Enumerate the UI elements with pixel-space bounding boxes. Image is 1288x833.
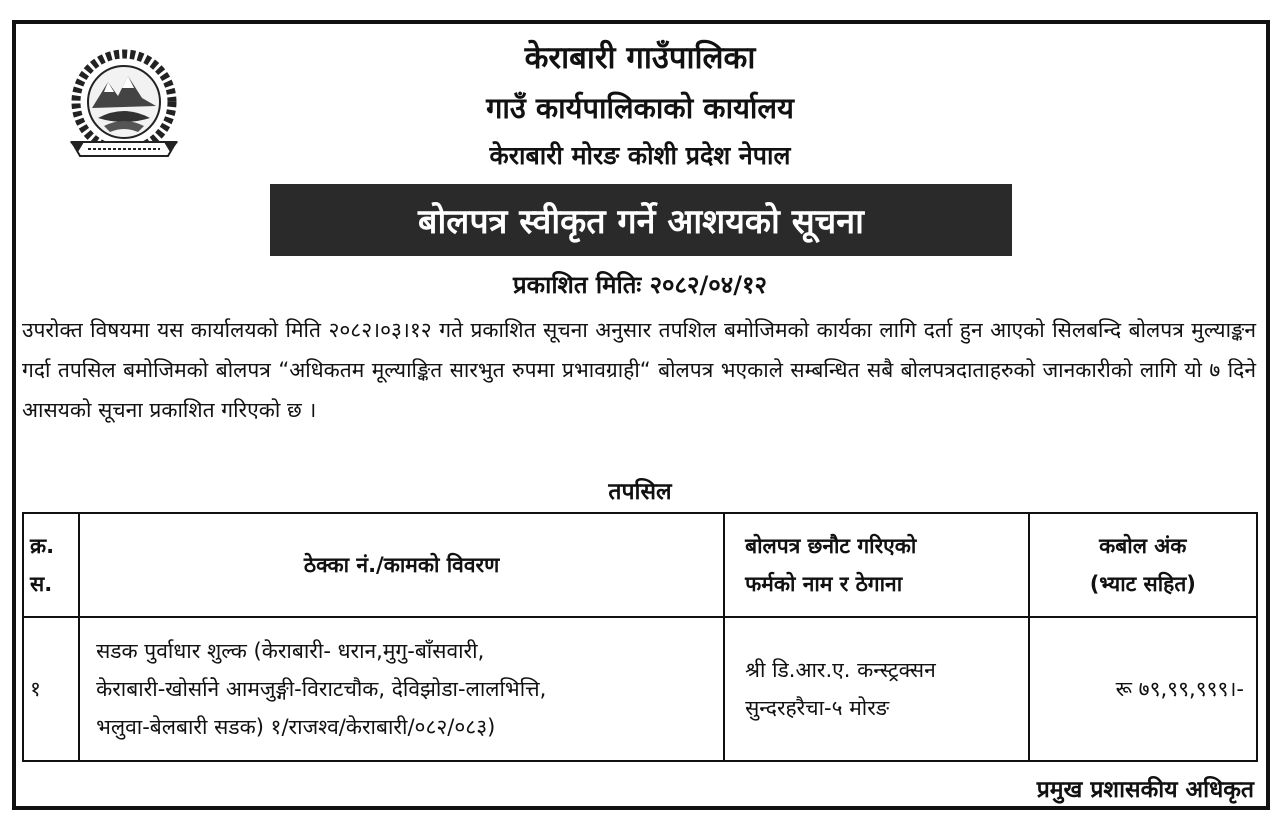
published-date-line bbox=[280, 268, 1000, 301]
notice-body: उपरोक्त विषयमा यस कार्यालयको मिति २०८२।०३।१२ गते प्रकाशित सूचना अनुसार तपशिल बमोजिमको कार्यका लागि दर्ता हुन आएको सिलबन्दि बोलपत्र मुल्याङ्कन गर्दा तपसिल बमोजिमको बोलपत्र “अधिकतम मूल्याङ्कित सारभुत रुपमा प्रभावग्राही“ बोलपत्र भएकाले सम्बन्धित सबै बोलपत्रदाताहरुको जानकारीको लागि यो ७ दिने आसयको सूचना प्रकाशित गरिएको छ । bbox=[22, 318, 1256, 422]
schedule-heading: तपसिल bbox=[608, 479, 672, 505]
signatory: प्रमुख प्रशासकीय अधिकृत bbox=[1036, 777, 1254, 803]
cell-serial: १ bbox=[23, 617, 79, 761]
table-row bbox=[23, 617, 1257, 761]
cell-description: सडक पुर्वाधार शुल्क (केराबारी- धरान,मुगु-बाँसवारी, केराबारी-खोर्सानेे आमजुङ्गी-विराटचौक, देविझोडा-लालभित्ति, भलुवा-बेलबारी सडक) १/राजश्व/केराबारी/०८२/०८३) bbox=[79, 617, 724, 761]
office-name: गाउँ कार्यपालिकाको कार्यालय bbox=[486, 91, 794, 125]
header-description: ठेक्का नं./कामको विवरण bbox=[79, 513, 724, 617]
published-date: २०८२/०४/१२ bbox=[649, 271, 767, 299]
header-amount: कबोल अंक (भ्याट सहित) bbox=[1029, 513, 1257, 617]
award-table bbox=[22, 512, 1258, 762]
cell-firm: श्री डि.आर.ए. कन्स्ट्रक्सन सुन्दरहरैचा-५ मोरङ bbox=[724, 617, 1028, 761]
notice-title: बोलपत्र स्वीकृत गर्ने आशयको सूचना bbox=[270, 184, 1012, 256]
header-firm: बोलपत्र छनौट गरिएको फर्मको नाम र ठेगाना bbox=[724, 513, 1028, 617]
nepal-government-emblem-icon bbox=[64, 46, 184, 164]
published-label: प्रकाशित मितिः bbox=[513, 271, 642, 299]
header-serial: क्र. स. bbox=[23, 513, 79, 617]
municipality-name: केराबारी गाउँपालिका bbox=[524, 40, 756, 76]
cell-amount: रू ७९,९९,९९९।- bbox=[1029, 617, 1257, 761]
table-header-row bbox=[23, 513, 1257, 617]
office-address: केराबारी मोरङ कोशी प्रदेश नेपाल bbox=[489, 141, 791, 170]
